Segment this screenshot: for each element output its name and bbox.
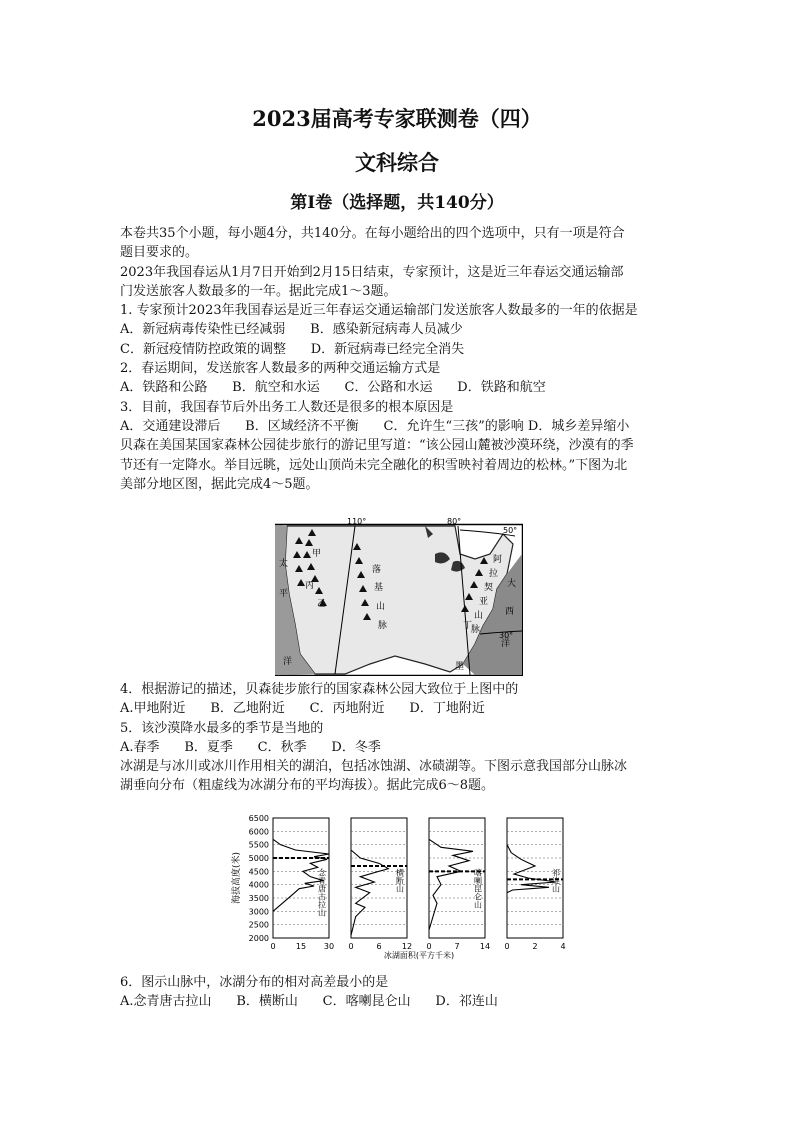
question-4-stem: 4．根据游记的描述，贝森徒步旅行的国家森林公园大致位于上图中的 — [120, 682, 519, 697]
y-tick-label: 4500 — [248, 867, 269, 877]
section-title: 第Ⅰ卷（选择题，共140分） — [290, 193, 504, 213]
map-label: 阿 — [493, 555, 503, 565]
map-label-bing: 丙 — [305, 581, 315, 591]
x-tick-label: 0 — [426, 942, 432, 951]
map-label-ding: 丁 — [463, 621, 473, 631]
y-tick-label: 6500 — [248, 814, 269, 823]
map-label: 墨 — [455, 662, 465, 672]
map-label: 洋 — [283, 657, 293, 667]
map-label: 山 — [376, 602, 386, 612]
question-2-stem: 2．春运期间，发送旅客人数最多的两种交通运输方式是 — [120, 361, 441, 377]
panel-name: 喀喇昆仑山 — [473, 868, 483, 909]
lat-label-50: 50° — [503, 526, 518, 535]
lon-label-80: 80° — [447, 517, 462, 526]
x-tick-label: 12 — [401, 942, 413, 951]
x-tick-label: 15 — [295, 942, 307, 951]
panel-name: 祁连山 — [551, 868, 561, 893]
question-3-options: A．交通建设滞后 B．区域经济不平衡 C．允许生“三孩”的影响 D．城乡差异缩小 — [120, 418, 630, 434]
x-tick-label: 0 — [270, 942, 276, 951]
north-america-map — [275, 514, 523, 676]
series-line-4 — [507, 845, 556, 893]
subject-title: 文科综合 — [355, 150, 439, 175]
question-2-options: A．铁路和公路 B．航空和水运 C．公路和水运 D．铁路和航空 — [120, 380, 546, 396]
questions-4-5 — [120, 680, 676, 796]
map-label: 拉 — [489, 569, 499, 579]
exam-title: 2023届高考专家联测卷（四） — [252, 106, 542, 131]
passage-line: 冰湖是与冰川或冰川作用相关的湖泊，包括冰蚀湖、冰碛湖等。下图示意我国部分山脉冰 — [120, 759, 628, 775]
y-tick-label: 2000 — [248, 934, 269, 943]
y-tick-label: 2500 — [248, 920, 269, 930]
question-6-options: A.念青唐古拉山 B．横断山 C．喀喇昆仑山 D．祁连山 — [120, 994, 498, 1010]
map-label: 洋 — [501, 639, 511, 649]
lat-label-30: 30° — [499, 631, 514, 640]
map-label-yi: 乙 — [317, 599, 327, 609]
map-label: 平 — [279, 589, 289, 599]
passage-line: 2023年我国春运从1月7日开始到2月15日结束，专家预计，这是近三年春运交通运输部 — [120, 264, 624, 280]
series-line-2 — [351, 850, 388, 935]
lon-label-110: 110° — [347, 517, 367, 526]
map-label: 大 — [507, 579, 517, 589]
y-tick-label: 4000 — [248, 880, 269, 890]
x-tick-label: 14 — [479, 942, 491, 951]
x-tick-label: 0 — [348, 942, 354, 951]
y-tick-label: 5000 — [248, 854, 269, 863]
map-label: 西 — [505, 607, 515, 617]
question-1-stem: 1. 专家预计2023年我国春运是近三年春运交通运输部门发送旅客人数最多的一年的依据是 — [120, 303, 638, 319]
x-tick-label: 6 — [376, 942, 382, 951]
passage-line: 湖垂向分布（粗虚线为冰湖分布的平均海拔）。据此完成6～8题。 — [120, 778, 495, 794]
question-6-stem: 6．图示山脉中，冰湖分布的相对高差最小的是 — [120, 975, 389, 990]
y-tick-label: 3000 — [248, 907, 269, 917]
y-tick-label: 5500 — [248, 840, 269, 850]
x-tick-label: 4 — [560, 942, 566, 951]
passage-line: 美部分地区图，据此完成4～5题。 — [120, 476, 319, 492]
map-label-jia: 甲 — [312, 549, 322, 559]
chart-layer — [249, 814, 566, 951]
passage-line: 门发送旅客人数最多的一年。据此完成1～3题。 — [120, 283, 397, 299]
glacier-lake-chart — [228, 812, 568, 964]
x-tick-label: 2 — [532, 942, 538, 951]
map-label: 太 — [279, 559, 289, 569]
x-tick-label: 30 — [323, 942, 335, 951]
question-1-options: A．新冠病毒传染性已经减弱 B．感染新冠病毒人员减少 — [120, 322, 463, 338]
x-tick-label: 7 — [454, 942, 460, 951]
map-label: 脉 — [471, 625, 481, 635]
map-label: 亚 — [479, 597, 489, 607]
passage-line: 贝森在美国某国家森林公园徒步旅行的游记里写道：“该公园山麓被沙漠环绕，沙漠有的季 — [120, 438, 634, 454]
map-label: 脉 — [378, 621, 388, 631]
y-tick-label: 3500 — [248, 894, 269, 903]
panel-name: 横断山 — [395, 868, 405, 893]
map-label: 山 — [474, 611, 484, 621]
intro-line: 本卷共35个小题，每小题4分，共140分。在每小题给出的四个选项中，只有一项是符合 — [120, 226, 625, 241]
question-3-stem: 3．目前，我国春节后外出务工人数还是很多的根本原因是 — [120, 399, 454, 415]
x-tick-label: 0 — [504, 942, 510, 951]
intro-block — [120, 224, 676, 494]
map-label: 落 — [372, 565, 382, 575]
chart-xlabel: 冰湖面积(平方千米) — [383, 951, 455, 960]
question-4-options: A.甲地附近 B．乙地附近 C．丙地附近 D．丁地附近 — [120, 701, 485, 717]
question-1-options: C．新冠疫情防控政策的调整 D．新冠病毒已经完全消失 — [120, 341, 465, 357]
panel-name: 念青唐古拉山 — [317, 868, 327, 917]
y-tick-label: 6000 — [248, 827, 269, 837]
intro-line: 题目要求的。 — [120, 245, 199, 261]
passage-line: 节还有一定降水。举目远眺，远处山顶尚未完全融化的积雪映衬着周边的松林。”下图为北 — [120, 457, 628, 473]
map-label: 基 — [374, 583, 384, 593]
map-label: 契 — [484, 583, 494, 593]
question-5-options: A.春季 B．夏季 C．秋季 D．冬季 — [120, 739, 381, 755]
question-5-stem: 5．该沙漠降水最多的季节是当地的 — [120, 720, 324, 736]
question-6 — [120, 973, 676, 1012]
chart-ylabel: 海拔高度(米) — [232, 851, 242, 905]
